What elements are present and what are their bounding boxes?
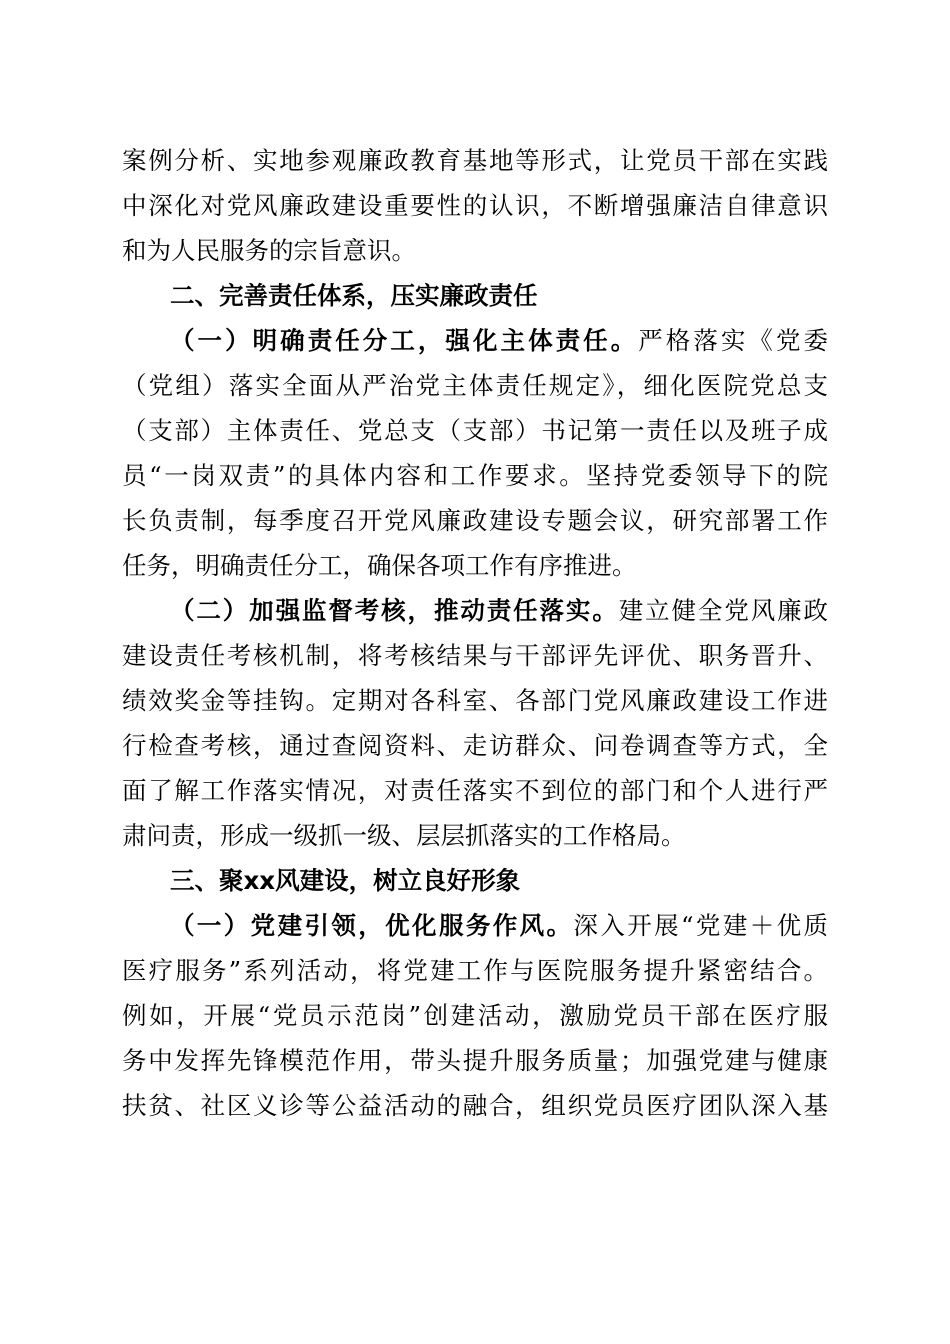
para2-1-line-4: 员“一岗双责”的具体内容和工作要求。坚持党委领导下的院 (122, 461, 828, 490)
para2-1-line-3: （支部）主体责任、党总支（支部）书记第一责任以及班子成 (122, 416, 828, 445)
para2-2-first-rest: 建立健全党风廉政 (618, 596, 829, 625)
para2-1-lead: （一）明确责任分工，强化主体责任。 (170, 326, 639, 355)
para2-2-line-3: 绩效奖金等挂钩。定期对各科室、各部门党风廉政建设工作进 (122, 686, 828, 715)
para2-2-line-2: 建设责任考核机制，将考核结果与干部评先评优、职务晋升、 (122, 641, 828, 670)
para1-line-2: 中深化对党风廉政建设重要性的认识，不断增强廉洁自律意识 (122, 191, 828, 220)
para3-1-lead: （一）党建引领，优化服务作风。 (170, 911, 574, 940)
para3-1-line-4: 务中发挥先锋模范作用，带头提升服务质量；加强党建与健康 (122, 1046, 828, 1075)
para1-line-3: 和为人民服务的宗旨意识。 (122, 236, 416, 265)
para2-2-line-5: 面了解工作落实情况，对责任落实不到位的部门和个人进行严 (122, 776, 828, 805)
para2-1-first-rest: 严格落实《党委 (638, 326, 829, 355)
para3-1-line-2: 医疗服务”系列活动，将党建工作与医院服务提升紧密结合。 (122, 956, 828, 985)
para3-1-line-1 (170, 906, 828, 946)
para2-2-line-4: 行检查考核，通过查阅资料、走访群众、问卷调查等方式，全 (122, 731, 828, 760)
para2-1-line-6: 任务，明确责任分工，确保各项工作有序推进。 (122, 551, 637, 580)
para3-1-line-3: 例如，开展“党员示范岗”创建活动，激励党员干部在医疗服 (122, 1001, 828, 1030)
para2-2-line-6: 肃问责，形成一级抓一级、层层抓落实的工作格局。 (122, 821, 686, 850)
section-heading-2: 二、完善责任体系，压实廉政责任 (170, 281, 538, 310)
para2-1-line-1 (170, 321, 828, 361)
para2-2-line-1 (170, 591, 828, 631)
para2-1-line-5: 长负责制，每季度召开党风廉政建设专题会议，研究部署工作 (122, 506, 828, 535)
para3-1-first-rest: 深入开展“党建＋优质 (573, 911, 828, 940)
para2-1-line-2: （党组）落实全面从严治党主体责任规定》，细化医院党总支 (122, 371, 828, 400)
para2-2-lead: （二）加强监督考核，推动责任落实。 (170, 596, 619, 625)
para1-line-1: 案例分析、实地参观廉政教育基地等形式，让党员干部在实践 (122, 146, 828, 175)
para3-1-line-5: 扶贫、社区义诊等公益活动的融合，组织党员医疗团队深入基 (122, 1091, 828, 1120)
section-heading-3: 三、聚xx风建设，树立良好形象 (170, 866, 521, 895)
